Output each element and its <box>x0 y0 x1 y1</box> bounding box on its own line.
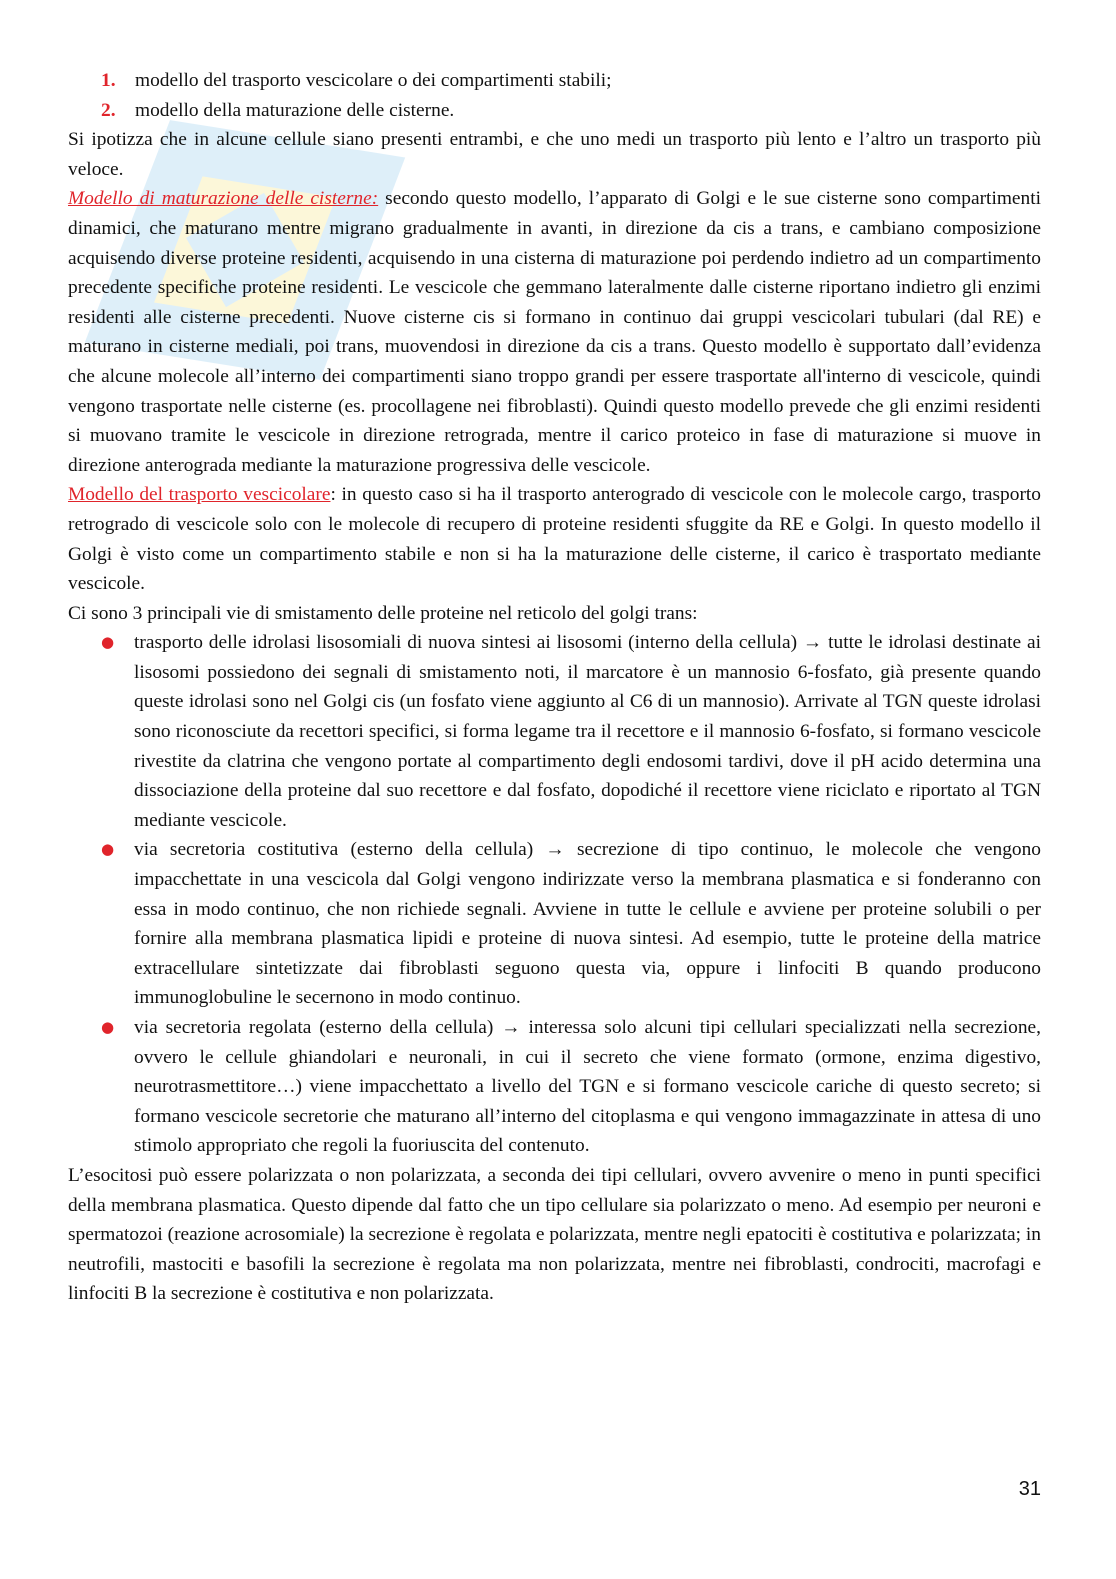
numbered-list <box>68 66 1041 125</box>
vesicular-model-paragraph <box>68 480 1041 598</box>
vesicular-model-body: : in questo caso si ha il trasporto anterogrado di vescicole con le molecole cargo, trasporto retrogrado di vescicole solo con le molecole di recupero di proteine residenti sfuggite da RE e Golgi. In questo modello il Golgi è visto come un compartimento stabile e non si ha la maturazione delle cisterne, il carico è trasportato mediante vescicole. <box>68 484 1041 595</box>
page-number: 31 <box>1018 1478 1041 1500</box>
list-item <box>68 628 1041 835</box>
bullet-list <box>68 628 1041 1161</box>
maturation-model-title: Modello di maturazione delle cisterne: <box>68 188 379 210</box>
list-item <box>68 66 1041 96</box>
list-number: 2. <box>101 99 116 121</box>
bullet-icon: ● <box>101 633 115 652</box>
list-number: 1. <box>101 70 116 91</box>
list-item-text: via secretoria costitutiva (esterno della cellula) → secrezione di tipo continuo, le molecole che vengono impacchettate in una vescicola dal Golgi vengono indirizzate verso la membrana plasmatica e si fonderanno con essa in modo continuo, che non richiede segnali. Avviene in tutte le cellule e avviene per proteine solubili o per fornire alla membrana plasmatica lipidi e proteine di nuova sintesi. Ad esempio, tutte le proteine della matrice extracellulare sintetizzate dai fibroblasti seguono questa via, oppure i linfociti B quando producono immunoglobuline le secernono in modo continuo. <box>134 839 1041 1009</box>
intro-paragraph: Si ipotizza che in alcune cellule siano presenti entrambi, e che uno medi un trasporto più lento e l’altro un trasporto più veloce. <box>68 129 1041 180</box>
vesicular-model-title: Modello del trasporto vescicolare <box>68 484 331 506</box>
list-item <box>68 96 1041 126</box>
list-item-text: via secretoria regolata (esterno della cellula) → interessa solo alcuni tipi cellulari specializzati nella secrezione, ovvero le cellule ghiandolari e neuronali, in cui il secreto che viene formato (ormone, enzima digestivo, neurotrasmettitore…) viene impacchettato a livello del TGN e si formano vescicole cariche di questo secreto; si formano vescicole secretorie che maturano all’interno del citoplasma e qui vengono immagazzinate in attesa di uno stimolo appropriato che regoli la fuoriuscita del contenuto. <box>134 1017 1041 1157</box>
maturation-model-body: secondo questo modello, l’apparato di Golgi e le sue cisterne sono compartimenti dinamici, che maturano mentre migrano gradualmente in avanti, in direzione da cis a trans, e cambiano composizione acquisendo diverse proteine residenti, acquisendo in una cisterna di maturazione poi perdendo indietro ad un compartimento precedente specifiche proteine residenti. Le vescicole che gemmano lateralmente dalle cisterne riportano indietro gli enzimi residenti alle cisterne precedenti. Nuove cisterne cis si formano in continuo dai gruppi vescicolari tubulari (dal RE) e maturano in cisterne mediali, poi trans, muovendosi in direzione da cis a trans. Questo modello è supportato dall’evidenza che alcune molecole all’interno dei compartimenti siano troppo grandi per essere trasportate all'interno di vescicole, quindi vengono trasportate nelle cisterne (es. procollagene nei fibroblasti). Quindi questo modello prevede che gli enzimi residenti si muovano tramite le vescicole in direzione retrograda, mentre il carico proteico in fase di maturazione si muove in direzione anterograda mediante la maturazione progressiva delle vescicole. <box>68 188 1041 476</box>
maturation-model-paragraph <box>68 184 1041 480</box>
list-item-text: modello della maturazione delle cisterne. <box>135 99 455 121</box>
bullet-icon: ● <box>101 840 115 859</box>
exocytosis-paragraph: L’esocitosi può essere polarizzata o non polarizzata, a seconda dei tipi cellulari, ovvero avvenire o meno in punti specifici della membrana plasmatica. Questo dipende dal fatto che un tipo cellulare sia polarizzato o meno. Ad esempio per neuroni e spermatozoi (reazione acrosomiale) la secrezione è regolata e polarizzata, mentre negli epatociti è costitutiva e polarizzata; in neutrofili, mastociti e basofili la secrezione è regolata ma non polarizzata, mentre nei fibroblasti, condrociti, macrofagi e linfociti B la secrezione è costitutiva e non polarizzata. <box>68 1164 1041 1305</box>
sorting-routes-paragraph: Ci sono 3 principali vie di smistamento delle proteine nel reticolo del golgi trans: <box>68 602 698 624</box>
list-item-text: trasporto delle idrolasi lisosomiali di nuova sintesi ai lisosomi (interno della cellula) → tutte le idrolasi destinate ai lisosomi possiedono dei segnali di smistamento noti, il marcatore è un mannosio 6-fosfato, già presente quando queste idrolasi sono nel Golgi cis (un fosfato viene aggiunto al C6 di un mannosio). Arrivate al TGN queste idrolasi sono riconosciute da recettori specifici, si forma legame tra il recettore e il mannosio 6-fosfato, si formano vescicole rivestite da clatrina che vengono portate al compartimento degli endosomi tardivi, dove il pH acido determina una dissociazione della proteine dal suo recettore e dal fosfato, dopodiché il recettore viene riciclato e riportato al TGN mediante vescicole. <box>134 632 1041 831</box>
list-item <box>68 835 1041 1013</box>
list-item-text: modello del trasporto vescicolare o dei compartimenti stabili; <box>135 70 612 91</box>
bullet-icon: ● <box>101 1018 115 1036</box>
list-item <box>68 1013 1041 1161</box>
document-page <box>68 66 1041 1309</box>
